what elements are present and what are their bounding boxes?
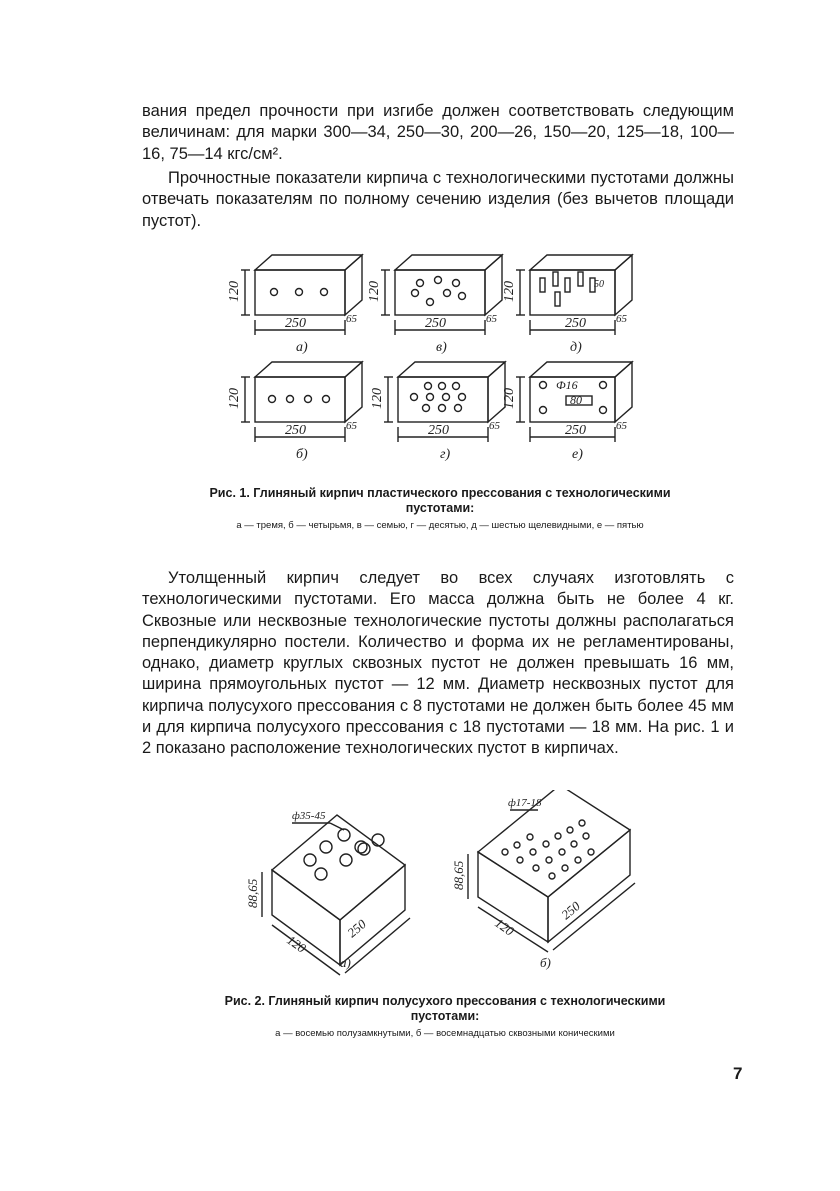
fig2-label-a: а) — [340, 955, 351, 970]
fig2-b-diameter: ф17-18 — [508, 797, 542, 809]
fig1-a-length: 250 — [285, 316, 306, 331]
fig1-b-width: 65 — [346, 420, 357, 432]
figure-1 — [0, 0, 840, 480]
brick-2a — [262, 815, 410, 975]
figure-2-caption — [210, 994, 680, 1039]
fig1-e-length: 250 — [565, 423, 586, 438]
page-number: 7 — [733, 1064, 743, 1083]
fig1-v-height: 120 — [367, 281, 382, 302]
fig1-label-g: г) — [440, 447, 451, 462]
fig1-a-width: 65 — [346, 313, 357, 325]
fig1-e-diameter: Ф16 — [556, 378, 578, 392]
fig1-b-height: 120 — [227, 388, 242, 409]
paragraph-3 — [142, 568, 734, 760]
fig1-label-e: е) — [572, 447, 583, 462]
fig1-e-slot: 80 — [570, 393, 582, 407]
fig1-g-height: 120 — [370, 388, 385, 409]
fig1-v-length: 250 — [425, 316, 446, 331]
figure-2 — [0, 790, 840, 990]
fig1-d-height: 120 — [502, 281, 517, 302]
figure-2-caption-title: Рис. 2. Глиняный кирпич полусухого прессования с технологическими пустотами: — [224, 994, 666, 1023]
fig1-label-v: в) — [436, 340, 447, 355]
paragraph-2-text: Прочностные показатели кирпича с технологическими пустотами должны отвечать показателям по полному сечению изделия (без вычетов площади пустот). — [142, 169, 734, 230]
fig1-d-length: 250 — [565, 316, 586, 331]
fig2-b-length: 250 — [558, 898, 583, 923]
fig1-label-b: б) — [296, 447, 308, 462]
fig1-label-a: а) — [296, 340, 308, 355]
fig1-a-height: 120 — [227, 281, 242, 302]
paragraph-3-text: Утолщенный кирпич следует во всех случаях изготовлять с технологическими пустотами. Его масса должна быть не более 4 кг. Сквозные или несквозные технологические пустоты должны располагаться перпендикулярно постели. Количество и форма их не регламентированы, однако, диаметр круглых сквозных пустот не должен превышать 16 мм, ширина прямоугольных пустот — 12 мм. Диаметр несквозных пустот для кирпича полусухого прессования с 8 пустотами не должен быть более 45 мм и для кирпича полусухого прессования с 18 пустотами — 18 мм. На рис. 1 и 2 показано расположение технологических пустот в кирпичах. — [142, 569, 734, 758]
fig1-e-height: 120 — [502, 388, 517, 409]
fig1-d-annot: 50 — [594, 279, 604, 290]
paragraph-1-text: вания предел прочности при изгибе должен соответствовать следующим величинам: для марки 300—34, 250—30, 200—26, 150—20, 125—18, 100—16, 75—14 кгс/см². — [142, 102, 734, 163]
figure-1-caption — [190, 486, 690, 531]
fig1-label-d: д) — [570, 340, 582, 355]
fig2-label-b: б) — [540, 955, 551, 970]
fig2-a-width: 120 — [284, 932, 309, 956]
fig2-b-width: 120 — [492, 915, 517, 939]
fig1-g-length: 250 — [428, 423, 449, 438]
fig1-g-width: 65 — [489, 420, 500, 432]
fig2-b-height: 88,65 — [451, 860, 466, 890]
fig1-d-width: 65 — [616, 313, 627, 325]
figure-2-legend: а — восемью полузамкнутыми, б — восемнадцатью сквозными коническими — [275, 1028, 615, 1039]
fig2-a-height: 88,65 — [245, 878, 260, 908]
fig1-v-width: 65 — [486, 313, 497, 325]
fig2-a-length: 250 — [344, 916, 369, 941]
figure-1-caption-title: Рис. 1. Глиняный кирпич пластического прессования с технологическими пустотами: — [209, 486, 671, 515]
fig1-b-length: 250 — [285, 423, 306, 438]
fig2-a-diameter: ф35-45 — [292, 810, 326, 822]
figure-1-legend: а — тремя, б — четырьмя, в — семью, г — десятью, д — шестью щелевидными, е — пятью — [236, 520, 644, 531]
fig1-e-width: 65 — [616, 420, 627, 432]
